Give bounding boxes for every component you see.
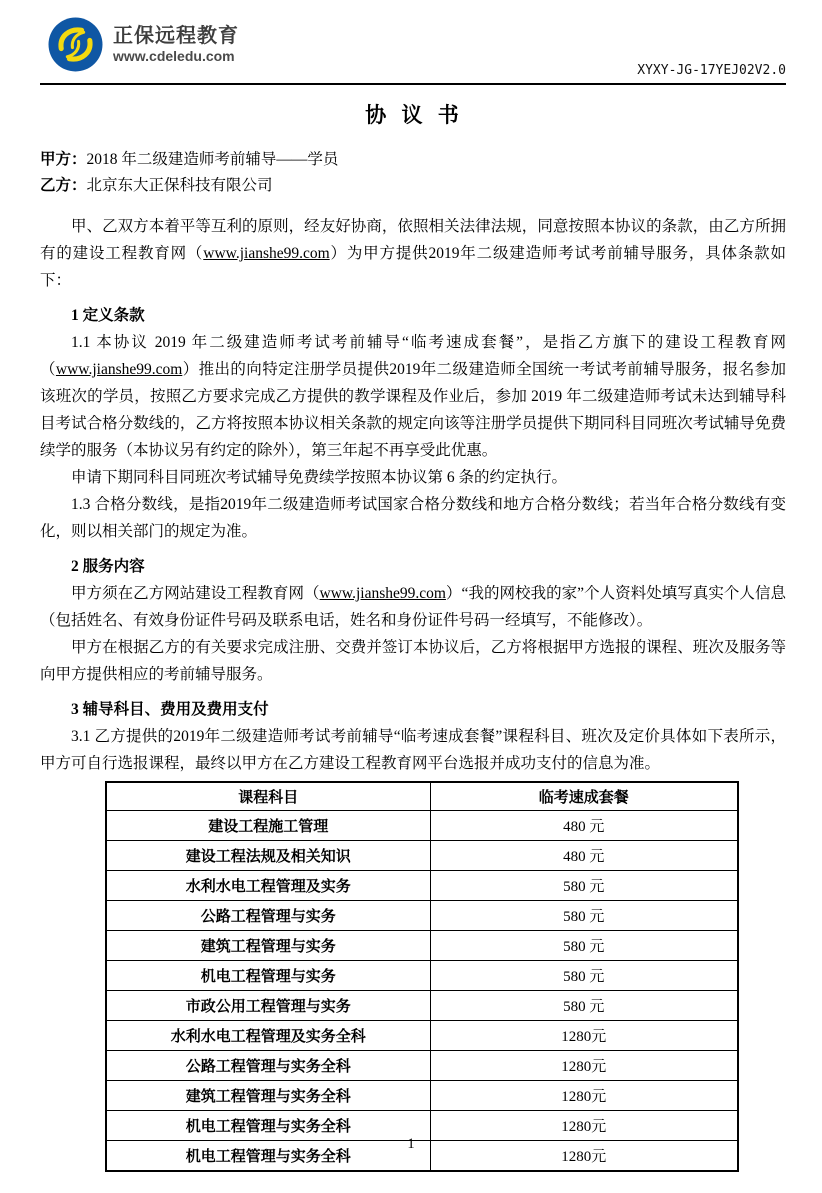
price-cell: 580 元 [430, 871, 738, 901]
clause-2-1-post: ）“我的网校我的家”个人资料处填写真实个人信息（包括姓名、有效身份证件号码及联系电话，姓名和身份证件号码一经填写，不能修改）。 [40, 585, 786, 629]
price-cell: 580 元 [430, 991, 738, 1021]
table-row [106, 1081, 738, 1111]
subject-cell: 市政公用工程管理与实务 [106, 991, 430, 1021]
clause-1-1 [40, 329, 786, 464]
clause-renew: 申请下期同科目同班次考试辅导免费续学按照本协议第 6 条的约定执行。 [71, 469, 568, 486]
brand-logo-icon [48, 17, 103, 72]
intro-text-pre: 甲、乙双方本着平等互利的原则，经友好协商，依照相关法律法规，同意按照本协议的条款，由乙方所拥有的建设工程教育网（ [40, 218, 786, 262]
page-number: 1 [407, 1136, 415, 1152]
clause-2-1-pre: 甲方须在乙方网站建设工程教育网（ [71, 585, 320, 602]
jianshe-link[interactable]: www.jianshe99.com [319, 585, 446, 602]
document-title: 协 议 书 [365, 103, 461, 127]
party-a-value: 2018 年二级建造师考前辅导——学员 [86, 151, 339, 168]
subject-cell: 机电工程管理与实务全科 [106, 1111, 430, 1141]
parties-block [40, 147, 786, 199]
table-row [106, 901, 738, 931]
column-header-package: 临考速成套餐 [430, 782, 738, 811]
brand-logo [48, 17, 239, 72]
subject-cell: 公路工程管理与实务全科 [106, 1051, 430, 1081]
clause-3-1: 3.1 乙方提供的2019年二级建造师考试考前辅导“临考速成套餐”课程科目、班次及定价具体如下表所示，甲方可自行选报课程，最终以甲方在乙方建设工程教育网平台选报并成功支付的信息为准。 [40, 728, 786, 772]
subject-cell: 建设工程法规及相关知识 [106, 841, 430, 871]
price-cell: 480 元 [430, 811, 738, 841]
section-2-heading: 2 服务内容 [71, 558, 145, 575]
price-cell: 580 元 [430, 931, 738, 961]
price-cell: 580 元 [430, 901, 738, 931]
table-row [106, 841, 738, 871]
table-row [106, 991, 738, 1021]
subject-cell: 建筑工程管理与实务全科 [106, 1081, 430, 1111]
intro-paragraph [40, 213, 786, 294]
section-3-heading: 3 辅导科目、费用及费用支付 [71, 701, 269, 718]
brand-name: 正保远程教育 [113, 25, 239, 47]
price-cell: 1280元 [430, 1081, 738, 1111]
table-row [106, 961, 738, 991]
subject-cell: 公路工程管理与实务 [106, 901, 430, 931]
subject-cell: 机电工程管理与实务全科 [106, 1141, 430, 1172]
doc-code: XYXY-JG-17YEJ02V2.0 [637, 63, 786, 78]
clause-1-3: 1.3 合格分数线，是指2019年二级建造师考试国家合格分数线和地方合格分数线；若当年合格分数线有变化，则以相关部门的规定为准。 [40, 496, 786, 540]
section-1-heading: 1 定义条款 [71, 307, 145, 324]
clause-2-1 [40, 580, 786, 634]
subject-cell: 水利水电工程管理及实务 [106, 871, 430, 901]
table-row [106, 811, 738, 841]
price-cell: 1280元 [430, 1111, 738, 1141]
subject-cell: 建设工程施工管理 [106, 811, 430, 841]
subject-cell: 建筑工程管理与实务 [106, 931, 430, 961]
party-b-label: 乙方： [40, 177, 87, 194]
jianshe-link[interactable]: www.jianshe99.com [203, 245, 330, 262]
document-body [0, 101, 822, 1172]
page-header [40, 0, 786, 85]
price-cell: 1280元 [430, 1141, 738, 1172]
price-cell: 480 元 [430, 841, 738, 871]
table-row [106, 931, 738, 961]
subject-cell: 水利水电工程管理及实务全科 [106, 1021, 430, 1051]
price-cell: 1280元 [430, 1051, 738, 1081]
clause-2-2: 甲方在根据乙方的有关要求完成注册、交费并签订本协议后，乙方将根据甲方选报的课程、班次及服务等向甲方提供相应的考前辅导服务。 [40, 639, 786, 683]
party-a-line [40, 147, 786, 173]
table-row [106, 1021, 738, 1051]
party-b-value: 北京东大正保科技有限公司 [86, 177, 273, 194]
pricing-table [105, 781, 739, 1172]
column-header-subject: 课程科目 [106, 782, 430, 811]
table-row [106, 871, 738, 901]
price-cell: 580 元 [430, 961, 738, 991]
subject-cell: 机电工程管理与实务 [106, 961, 430, 991]
clause-1-1-pre: 1.1 本协议 2019 年二级建造师考试考前辅导“临考速成套餐”，是指乙方旗下的建设工程教育网（ [40, 334, 786, 378]
jianshe-link[interactable]: www.jianshe99.com [55, 361, 183, 378]
party-a-label: 甲方： [40, 151, 87, 168]
price-cell: 1280元 [430, 1021, 738, 1051]
intro-text-post: ）为甲方提供2019年二级建造师考试考前辅导服务，具体条款如下： [40, 245, 786, 289]
clause-1-1-post: ）推出的向特定注册学员提供2019年二级建造师全国统一考试考前辅导服务，报名参加该班次的学员，按照乙方要求完成乙方提供的教学课程及作业后，参加 2019 年二级建造师考试未达到辅导科目考试合格分数线的，乙方将按照本协议相关条款的规定向该等注册学员提供下期同科目同班次考试辅导免费续学的服务（本协议另有约定的除外），第三年起不再享受此优惠。 [40, 361, 786, 459]
table-row [106, 1051, 738, 1081]
party-b-line [40, 173, 786, 199]
brand-website: www.cdeledu.com [113, 48, 235, 64]
table-header-row [106, 782, 738, 811]
